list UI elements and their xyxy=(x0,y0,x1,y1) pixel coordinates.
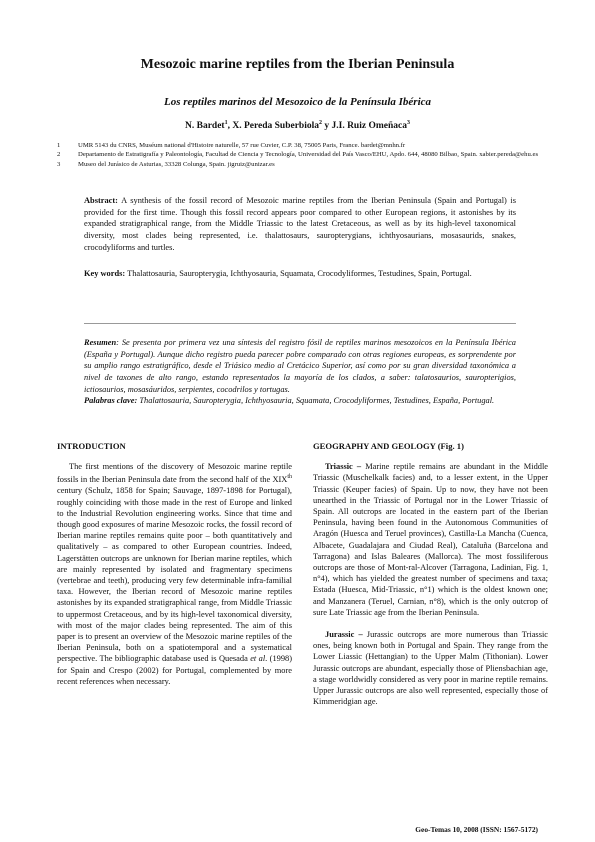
introduction-text-italic: et al xyxy=(250,654,266,664)
abstract xyxy=(84,195,516,254)
author-line xyxy=(0,120,595,131)
introduction-text: The first mentions of the discovery of Mesozoic marine reptile fossils in the Iberian Peninsula date from the second half of the XIX xyxy=(57,462,292,485)
affiliation-text: UMR 5143 du CNRS, Muséum national d'Histoire naturelle, 57 rue Cuvier, C.P. 38, 75005 Paris, France. bardet@mnhn.fr xyxy=(78,142,406,149)
affiliation-number: 3 xyxy=(57,160,61,168)
geography-heading: GEOGRAPHY AND GEOLOGY (Fig. 1) xyxy=(313,441,464,451)
triassic-text: Marine reptile remains are abundant in the Middle Triassic (Muschelkalk facies) and, to a lesser extent, in the Upper Triassic (Keuper facies) of Spain. Up to now, they have not been unearthed in the Triassic of Portugal nor in the Lower Triassic of Spain. All outcrops are located in the eastern part of the Iberian Peninsula, having been found in the Autonomous Communities of Aragón (Huesca and Teruel provinces), Castilla-La Mancha (Cuenca, Albacete, Guadalajara and Ciudad Real), Cataluña (Barcelona and Tarragona) and Islas Baleares (Mallorca). The most fossiliferous outcrops are those of Mont-ral-Alcover (Tarragona, Ladinian, Fig. 1, n°4), which has yielded the greatest number of specimens and taxa; Estada (Huesca, Mid-Triassic, n°1) which is the oldest known one; and Manzanera (Teruel, Carnian, n°8), which is the only outcrop of sure Late Triassic age from the Iberian Peninsula. xyxy=(313,462,548,617)
author-2: X. Pereda Suberbiola xyxy=(232,121,319,132)
resumen-label: Resumen xyxy=(84,338,117,347)
affiliation-number: 1 xyxy=(57,142,61,149)
jurassic-text: Jurassic outcrops are more numerous than Triassic ones, being known both in Portugal and Spain. They range from the Lower Liassic (Hettangian) to the Upper Malm (Tithonian). Lower Jurassic outcrops are abundant, especially those of Pliensbachian age, a stage worldwidly considered as very poor in marine reptile remains. Upper Jurassic outcrops are also well represented, especially those of Kimmeridgian age. xyxy=(313,630,548,707)
geography-column xyxy=(313,441,548,707)
abstract-text: A synthesis of the fossil record of Mesozoic marine reptiles from the Iberian Peninsula (Spain and Portugal) is provided for the first time. Though this fossil record appears poor compared to other European regions, it astonishes by its expanded stratigraphical range, from the Middle Triassic to the latest Cretaceous, as well as by its high-level taxonomical diversity, most clades being represented, i.e. thalattosaurs, sauropterygians, ichthyosaurians, mosasaurids, snakes, crocodyliforms and turtles. xyxy=(84,196,516,252)
author-separator: y xyxy=(322,121,332,132)
introduction-heading: INTRODUCTION xyxy=(57,441,126,451)
paper-subtitle: Los reptiles marinos del Mesozoico de la Península Ibérica xyxy=(163,96,432,108)
introduction-text: century (Schulz, 1858 for Spain; Sauvage, 1897-1898 for Portugal), roughly coinciding with those made in the rest of Europe and linked to the Industrial Revolution engineering works. Since that time and though good exposures of marine Mesozoic rocks, the fossil record of Iberian marine reptiles remains quite poor – both quantitatively and qualitatively – as compared to other European countries. Indeed, Lagerstätten outcrops are unknown for Iberian marine reptiles, which are mainly represented by isolated and fragmentary specimens (vertebrae and teeth), producing very few determinable infra-familial taxa. However, the Iberian record of Mesozoic marine reptiles astonishes by its expanded stratigraphical range, from Middle Triassic to uppermost Cretaceous, and by its high-level taxonomical diversity, with most of the major clades being represented. The aim of this paper is to present an overview of the Mesozoic marine reptiles of the Iberian Peninsula, both on a spatiotemporal and a systematical perspective. The bibliographic database used is Quesada xyxy=(57,486,292,664)
resumen-text: : Se presenta por primera vez una síntesis del registro fósil de reptiles marinos mesozoicos en la Península Ibérica (España y Portugal). Aunque dicho registro pueda parecer pobre comparado con otras regiones europeas, es sorprendente por su amplio rango estratigráfico, desde el Triásico medio al Cretácico Superior, así como por su gran diversidad taxonómica a nivel de taxones de alto rango, estando representados la mayoría de los clados, a saber: talatosaurios, sauropterigios, ictiosaurios, mosasáuridos, serpientes, cocodrilos y tortugas. xyxy=(84,338,516,394)
author-separator: , xyxy=(227,121,233,132)
palabras-clave xyxy=(84,395,516,407)
resumen xyxy=(84,337,516,396)
introduction-column xyxy=(57,441,292,687)
introduction-text: . (1998) for Spain and Crespo (2002) for Portugal, complemented by more recent references when necessary. xyxy=(57,654,292,686)
introduction-paragraph xyxy=(57,461,292,687)
author-1: N. Bardet xyxy=(185,121,225,132)
affiliation-2 xyxy=(57,150,547,159)
keywords-label: Key words: xyxy=(84,269,126,278)
divider xyxy=(84,323,516,324)
author-1-marker: 1 xyxy=(224,120,228,126)
affiliation-1 xyxy=(57,141,547,150)
ordinal-suffix: th xyxy=(287,474,292,481)
paper-title: Mesozoic marine reptiles from the Iberian Peninsula xyxy=(140,57,455,72)
palabras-clave-text: Thalattosauria, Sauropterygia, Ichthyosauria, Squamata, Crocodyliformes, Testudines, España, Portugal. xyxy=(137,396,495,405)
affiliation-text: Departamento de Estratigrafía y Paleontología, Facultad de Ciencia y Tecnología, Universidad del País Vasco/EHU, Apdo. 644, 48080 Bilbao, Spain. xabier.pereda@ehu.es xyxy=(78,151,539,159)
affiliation-number: 2 xyxy=(57,151,61,159)
affiliation-3 xyxy=(57,160,547,169)
jurassic-paragraph xyxy=(313,629,548,707)
keywords xyxy=(84,268,516,280)
palabras-clave-label: Palabras clave: xyxy=(84,396,138,405)
triassic-label: Triassic – xyxy=(325,462,362,472)
author-3-marker: 3 xyxy=(406,120,410,126)
author-3: J.I. Ruiz Omeñaca xyxy=(331,121,407,132)
author-2-marker: 2 xyxy=(319,120,322,126)
keywords-text: Thalattosauria, Sauropterygia, Ichthyosauria, Squamata, Crocodyliformes, Testudines, Spain, Portugal. xyxy=(125,269,472,278)
journal-footer: Geo-Temas 10, 2008 (ISSN: 1567-5172) xyxy=(415,825,538,834)
affiliation-text: Museo del Jurásico de Asturias, 33328 Colunga, Spain. jigruiz@unizar.es xyxy=(78,160,275,168)
jurassic-label: Jurassic – xyxy=(325,630,363,640)
triassic-paragraph xyxy=(313,461,548,618)
abstract-label: Abstract: xyxy=(84,196,118,205)
affiliations xyxy=(57,141,547,169)
